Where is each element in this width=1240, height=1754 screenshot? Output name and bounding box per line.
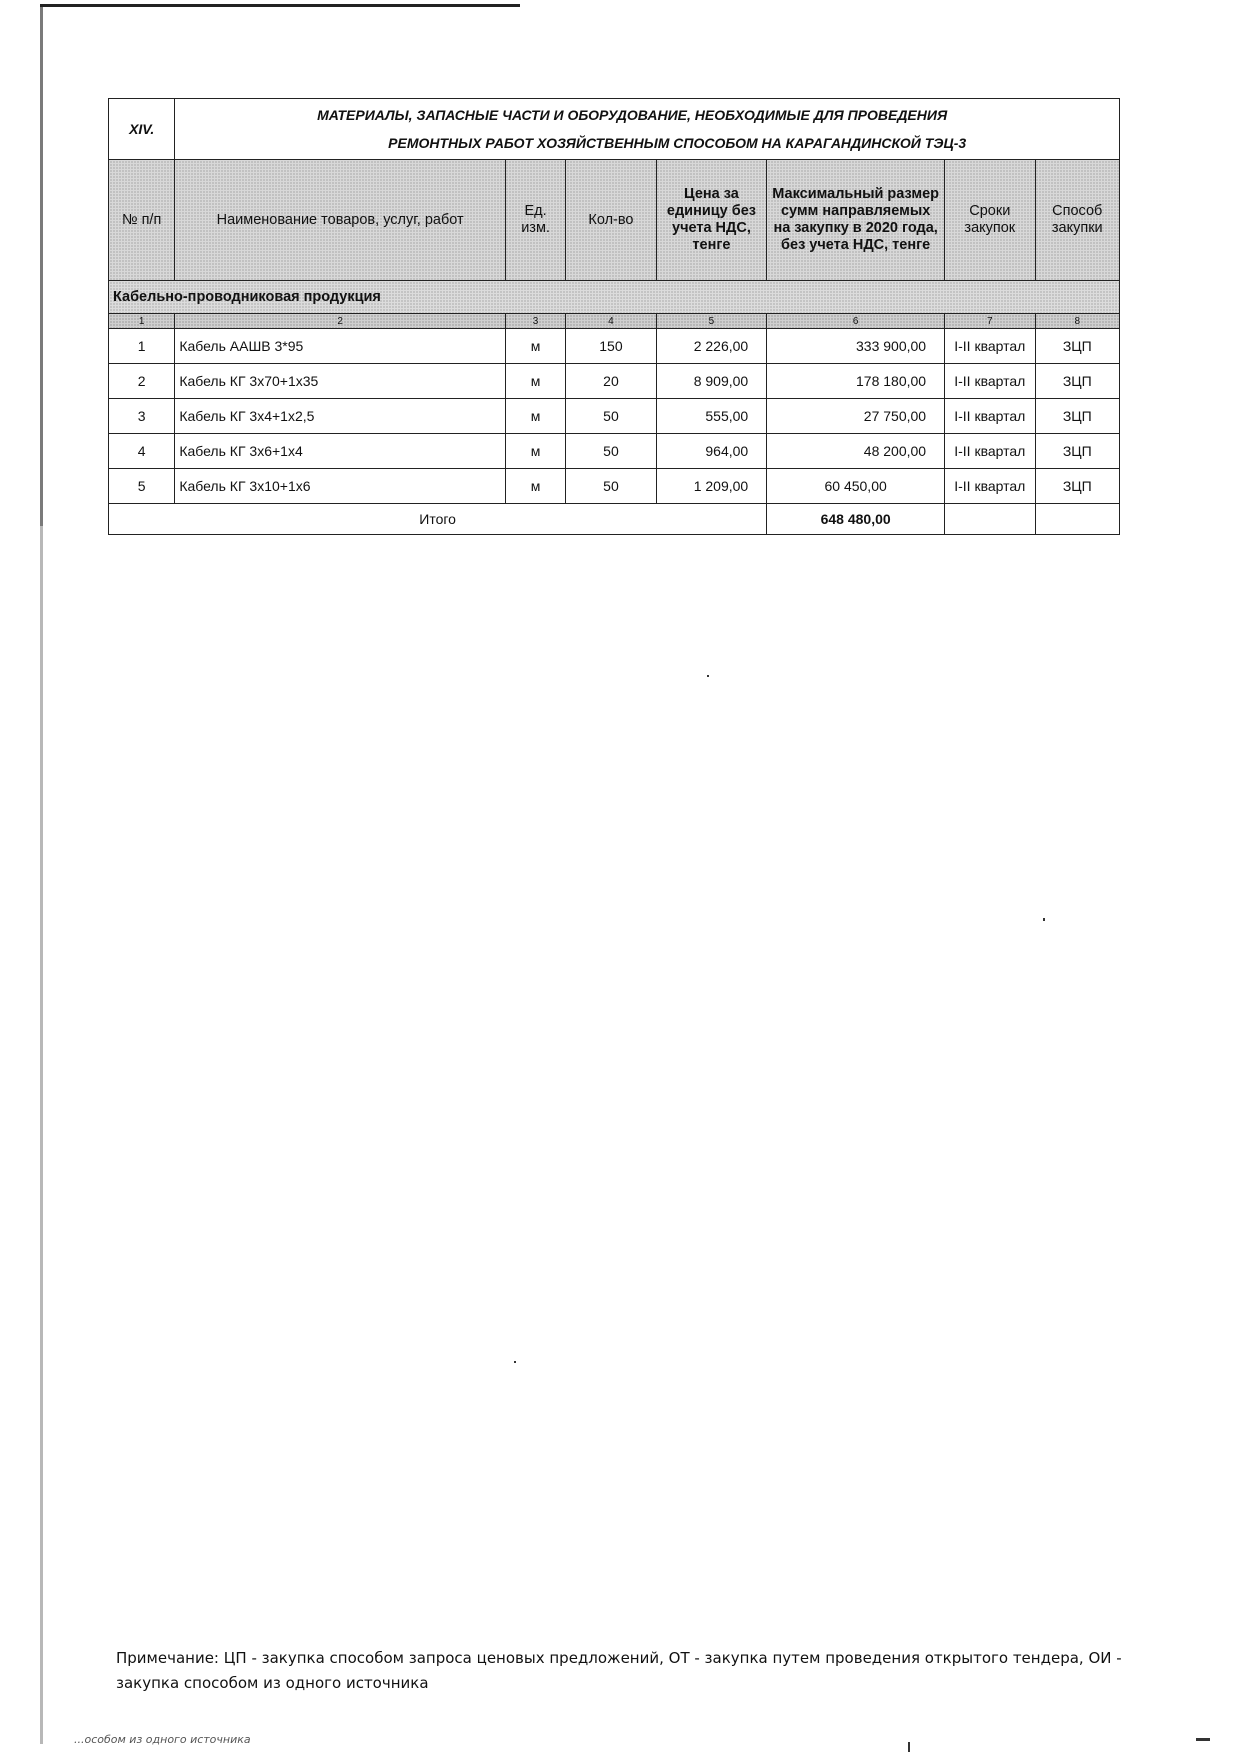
item-method: ЗЦП [1035,434,1119,469]
col-header-qty: Кол-во [566,160,656,281]
scan-edge-left [40,4,43,1744]
item-method: ЗЦП [1035,364,1119,399]
column-number-row [109,314,1120,329]
table-row [109,399,1120,434]
col-header-price: Цена за единицу без учета НДС, тенге [656,160,767,281]
item-name: Кабель КГ 3х6+1х4 [175,434,506,469]
item-period: I-II квартал [945,469,1035,504]
scan-speck [514,1361,516,1363]
table-row [109,469,1120,504]
footer-fragment: ...особом из одного источника [74,1733,251,1746]
item-price: 8 909,00 [656,364,767,399]
item-price: 1 209,00 [656,469,767,504]
item-sum: 178 180,00 [767,364,945,399]
item-price: 2 226,00 [656,329,767,364]
col-number-7: 7 [945,314,1035,329]
item-method: ЗЦП [1035,469,1119,504]
col-number-4: 4 [566,314,656,329]
row-number: 4 [109,434,175,469]
scan-speck [707,675,709,677]
item-sum: 27 750,00 [767,399,945,434]
col-number-8: 8 [1035,314,1119,329]
col-header-period: Сроки закупок [945,160,1035,281]
table-row [109,434,1120,469]
col-header-method: Способ закупки [1035,160,1119,281]
total-row [109,504,1120,535]
item-unit: м [505,364,565,399]
item-name: Кабель КГ 3х4+1х2,5 [175,399,506,434]
row-number: 3 [109,399,175,434]
title-row [109,99,1120,160]
row-number: 1 [109,329,175,364]
item-method: ЗЦП [1035,399,1119,434]
item-sum: 333 900,00 [767,329,945,364]
total-value: 648 480,00 [767,504,945,535]
category-row [109,281,1120,314]
item-period: I-II квартал [945,364,1035,399]
row-number: 2 [109,364,175,399]
col-number-1: 1 [109,314,175,329]
item-unit: м [505,469,565,504]
scan-speck [908,1742,910,1752]
item-unit: м [505,399,565,434]
total-empty-cell [1035,504,1119,535]
item-sum: 60 450,00 [767,469,945,504]
col-number-3: 3 [505,314,565,329]
total-label: Итого [109,504,767,535]
section-code: XIV. [109,99,175,160]
col-header-unit: Ед. изм. [505,160,565,281]
col-number-5: 5 [656,314,767,329]
item-qty: 150 [566,329,656,364]
scan-edge-top [40,4,520,7]
category-label: Кабельно-проводниковая продукция [109,281,1120,314]
item-price: 964,00 [656,434,767,469]
footnote: Примечание: ЦП - закупка способом запроса ценовых предложений, ОТ - закупка путем проведения открытого тендера, ОИ - закупка способом из одного источника [116,1649,1122,1692]
procurement-table [108,98,1120,535]
row-number: 5 [109,469,175,504]
item-qty: 50 [566,434,656,469]
item-sum: 48 200,00 [767,434,945,469]
col-header-name: Наименование товаров, услуг, работ [175,160,506,281]
item-price: 555,00 [656,399,767,434]
item-name: Кабель КГ 3х70+1х35 [175,364,506,399]
table-title-line-2: РЕМОНТНЫХ РАБОТ ХОЗЯЙСТВЕННЫМ СПОСОБОМ НА КАРАГАНДИНСКОЙ ТЭЦ-3 [388,135,967,151]
item-method: ЗЦП [1035,329,1119,364]
item-name: Кабель КГ 3х10+1х6 [175,469,506,504]
col-header-number: № п/п [109,160,175,281]
scan-speck [1043,918,1045,921]
item-period: I-II квартал [945,434,1035,469]
scan-corner-mark [1196,1738,1210,1741]
table-title-line-1: МАТЕРИАЛЫ, ЗАПАСНЫЕ ЧАСТИ И ОБОРУДОВАНИЕ, НЕОБХОДИМЫЕ ДЛЯ ПРОВЕДЕНИЯ [317,107,948,123]
table-row [109,364,1120,399]
item-qty: 50 [566,399,656,434]
item-period: I-II квартал [945,399,1035,434]
item-unit: м [505,434,565,469]
item-period: I-II квартал [945,329,1035,364]
table-title [175,99,1120,160]
total-empty-cell [945,504,1035,535]
table-row [109,329,1120,364]
item-unit: м [505,329,565,364]
header-row [109,160,1120,281]
col-header-sum: Максимальный размер сумм направляемых на закупку в 2020 года, без учета НДС, тенге [767,160,945,281]
col-number-6: 6 [767,314,945,329]
col-number-2: 2 [175,314,506,329]
item-qty: 50 [566,469,656,504]
item-qty: 20 [566,364,656,399]
item-name: Кабель ААШВ 3*95 [175,329,506,364]
